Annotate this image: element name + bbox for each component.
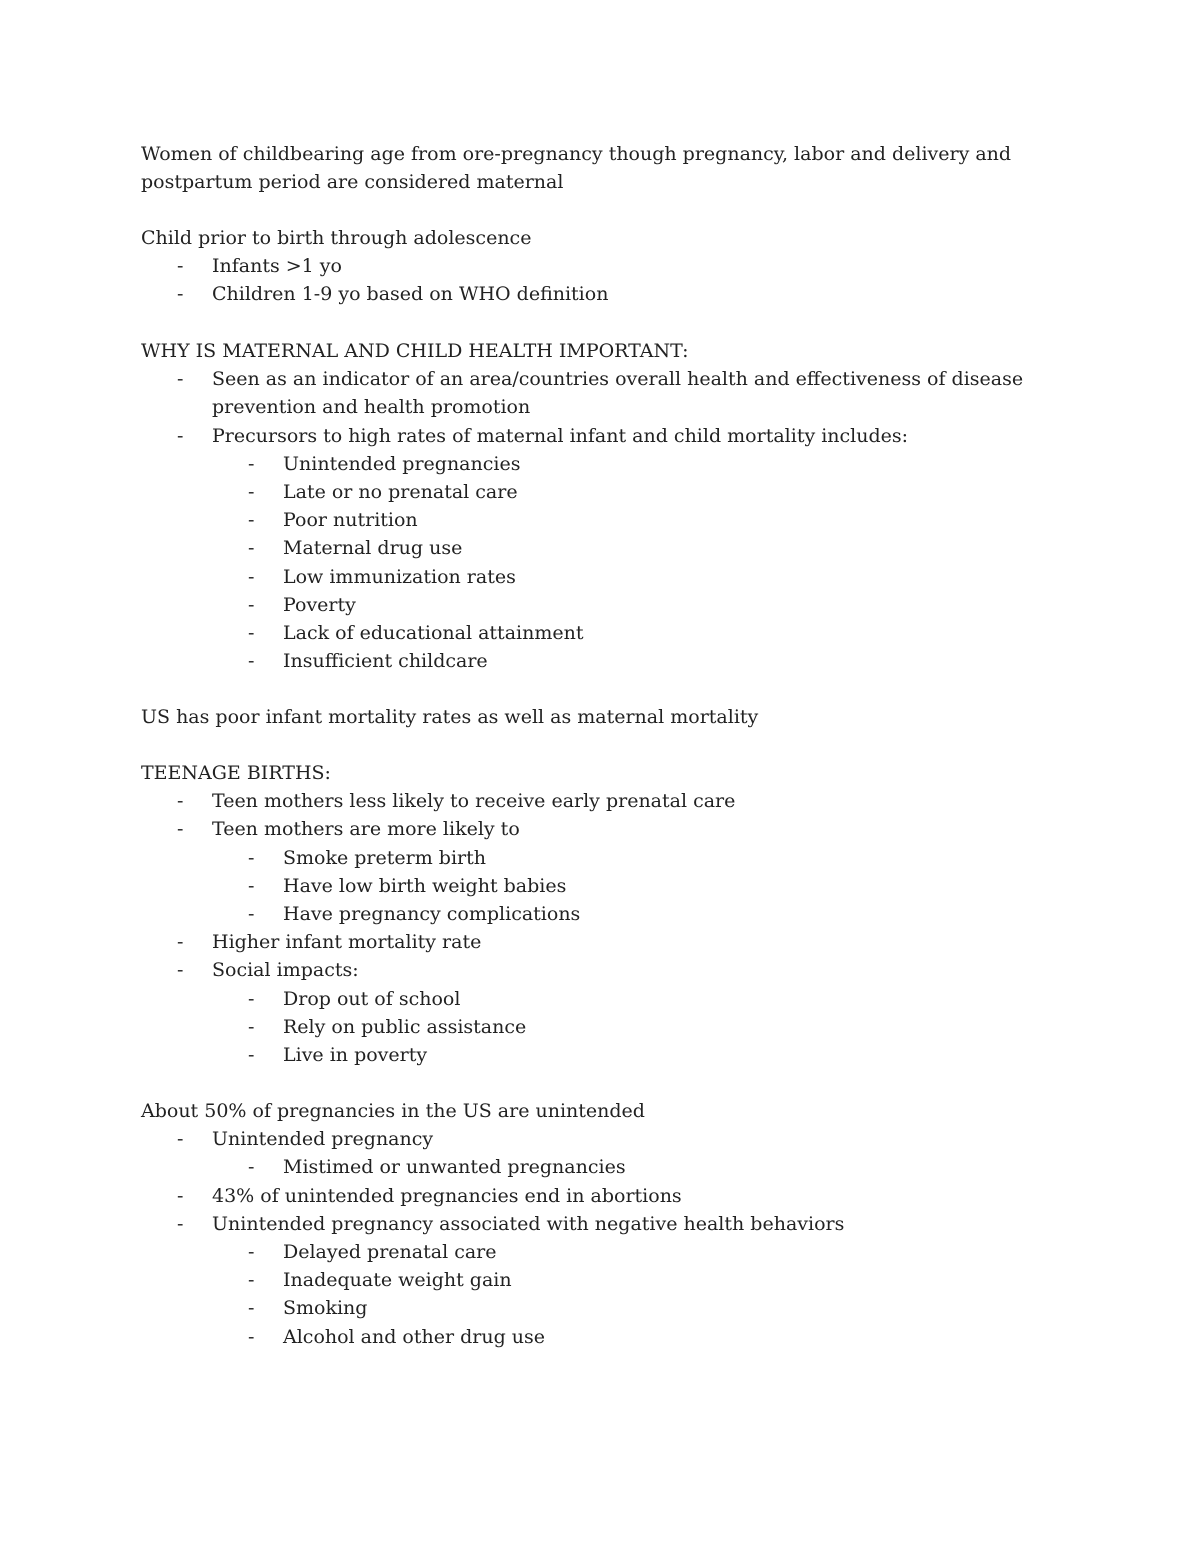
- why-list: [141, 365, 1041, 675]
- dash-bullet: -: [248, 874, 255, 897]
- dash-bullet: -: [248, 1044, 255, 1067]
- list-item: - Have low birth weight babies: [141, 872, 1041, 900]
- list-item: - Unintended pregnancies: [141, 450, 1041, 478]
- teen-list: [141, 787, 1041, 1069]
- dash-bullet: -: [177, 1184, 184, 1207]
- list-item: - Live in poverty: [141, 1041, 1041, 1069]
- list-item: - Rely on public assistance: [141, 1013, 1041, 1041]
- dash-bullet: -: [248, 1297, 255, 1320]
- list-item: - 43% of unintended pregnancies end in abortions: [141, 1182, 1041, 1210]
- dash-bullet: -: [248, 1156, 255, 1179]
- dash-bullet: -: [248, 481, 255, 504]
- dash-bullet: -: [248, 987, 255, 1010]
- list-item: - Unintended pregnancy associated with negative health behaviors - Delayed prenatal care - Inadequate weight gain - Smoking - Alcohol and other drug use: [141, 1210, 1041, 1351]
- intro-paragraph: Women of childbearing age from ore-pregnancy though pregnancy, labor and delivery and postpartum period are considered maternal: [141, 143, 1012, 194]
- dash-bullet: -: [177, 283, 184, 306]
- us-mortality-text: US has poor infant mortality rates as well as maternal mortality: [141, 706, 759, 728]
- list-item: - Unintended pregnancy - Mistimed or unwanted pregnancies: [141, 1125, 1041, 1181]
- dash-bullet: -: [177, 790, 184, 813]
- dash-bullet: -: [248, 622, 255, 645]
- dash-bullet: -: [248, 846, 255, 869]
- dash-bullet: -: [177, 424, 184, 447]
- child-section: [141, 224, 1041, 309]
- teen-heading: TEENAGE BIRTHS:: [141, 762, 331, 784]
- list-item: - Smoke preterm birth: [141, 844, 1041, 872]
- intro-section: [141, 140, 1041, 196]
- list-item: - Inadequate weight gain: [141, 1266, 1041, 1294]
- teen-likely-sublist: [141, 844, 1041, 929]
- dash-bullet: -: [248, 903, 255, 926]
- dash-bullet: -: [177, 255, 184, 278]
- dash-bullet: -: [248, 1015, 255, 1038]
- teen-section: [141, 759, 1041, 1069]
- us-section: [141, 703, 1041, 731]
- list-item: - Low immunization rates: [141, 563, 1041, 591]
- dash-bullet: -: [177, 959, 184, 982]
- unintended-list: [141, 1125, 1041, 1351]
- dash-bullet: -: [177, 818, 184, 841]
- list-item: - Alcohol and other drug use: [141, 1323, 1041, 1351]
- dash-bullet: -: [248, 1325, 255, 1348]
- dash-bullet: -: [177, 368, 184, 391]
- list-item: - Teen mothers are more likely to - Smoke preterm birth - Have low birth weight babies - Have pregnancy complications: [141, 815, 1041, 928]
- precursors-sublist: [141, 450, 1041, 676]
- unintended-pregnancy-sublist: [141, 1153, 1041, 1181]
- negative-behaviors-sublist: [141, 1238, 1041, 1351]
- list-item: - Have pregnancy complications: [141, 900, 1041, 928]
- dash-bullet: -: [248, 537, 255, 560]
- why-heading: WHY IS MATERNAL AND CHILD HEALTH IMPORTANT:: [141, 340, 689, 362]
- list-item: - Smoking: [141, 1294, 1041, 1322]
- child-list: [141, 252, 1041, 308]
- list-item: - Poor nutrition: [141, 506, 1041, 534]
- dash-bullet: -: [177, 931, 184, 954]
- list-item: - Late or no prenatal care: [141, 478, 1041, 506]
- list-item: - Social impacts: - Drop out of school - Rely on public assistance - Live in poverty: [141, 956, 1041, 1069]
- dash-bullet: -: [248, 565, 255, 588]
- list-item: - Drop out of school: [141, 985, 1041, 1013]
- child-heading: Child prior to birth through adolescence: [141, 227, 532, 249]
- dash-bullet: -: [248, 593, 255, 616]
- list-item: - Teen mothers less likely to receive early prenatal care: [141, 787, 1041, 815]
- list-item: - Maternal drug use: [141, 534, 1041, 562]
- dash-bullet: -: [248, 1241, 255, 1264]
- list-item: - Insufficient childcare: [141, 647, 1041, 675]
- unintended-heading: About 50% of pregnancies in the US are unintended: [141, 1100, 645, 1122]
- list-item: - Mistimed or unwanted pregnancies: [141, 1153, 1041, 1181]
- list-item: - Higher infant mortality rate: [141, 928, 1041, 956]
- why-section: [141, 337, 1041, 675]
- unintended-section: [141, 1097, 1041, 1351]
- list-item: - Seen as an indicator of an area/countries overall health and effectiveness of disease prevention and health promotion: [141, 365, 1041, 421]
- list-item: - Delayed prenatal care: [141, 1238, 1041, 1266]
- dash-bullet: -: [248, 650, 255, 673]
- dash-bullet: -: [177, 1128, 184, 1151]
- list-item: - Precursors to high rates of maternal infant and child mortality includes: - Unintended pregnancies - Late or no prenatal care - Poor nutrition - Maternal drug use - Low immunization rates - Poverty - Lack of educational attainment - Insufficient childcare: [141, 422, 1041, 676]
- list-item: - Lack of educational attainment: [141, 619, 1041, 647]
- list-item: - Children 1-9 yo based on WHO definition: [141, 280, 1041, 308]
- dash-bullet: -: [177, 1212, 184, 1235]
- list-item: - Poverty: [141, 591, 1041, 619]
- dash-bullet: -: [248, 452, 255, 475]
- dash-bullet: -: [248, 1269, 255, 1292]
- list-item: - Infants >1 yo: [141, 252, 1041, 280]
- dash-bullet: -: [248, 509, 255, 532]
- teen-social-sublist: [141, 985, 1041, 1070]
